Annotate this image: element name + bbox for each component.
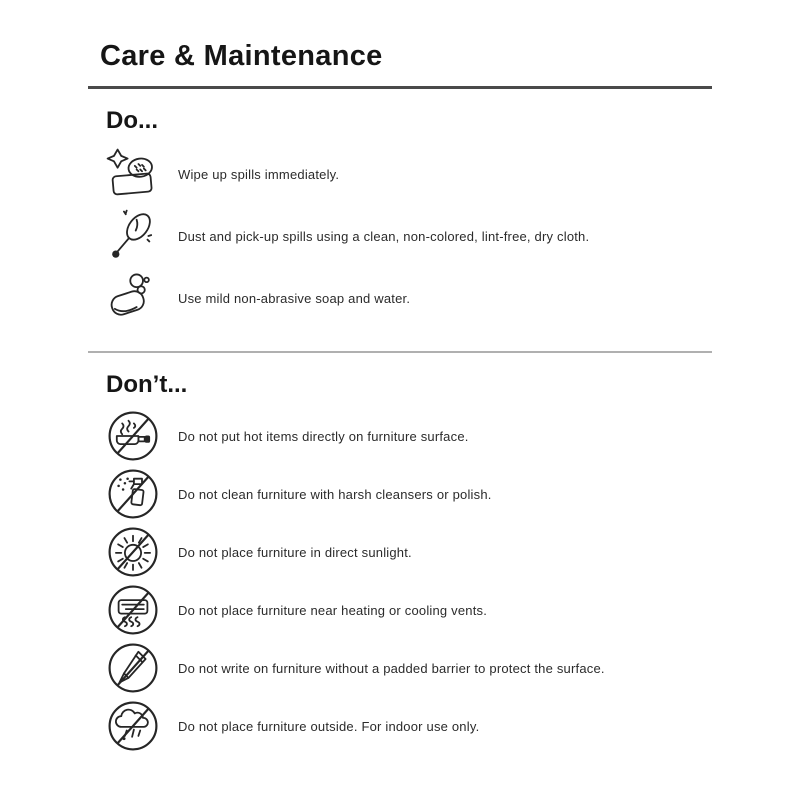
care-maintenance-document [88, 0, 712, 755]
dont-item-text: Do not place furniture near heating or cooling vents. [178, 602, 488, 618]
duster-icon [102, 208, 164, 264]
list-item [102, 639, 712, 697]
dont-item-text: Do not clean furniture with harsh cleansers or polish. [178, 486, 492, 502]
do-item-text: Wipe up spills immediately. [178, 166, 340, 182]
page-title: Care & Maintenance [100, 40, 383, 72]
list-item [102, 523, 712, 581]
dont-item-text: Do not write on furniture without a padded barrier to protect the surface. [178, 660, 605, 676]
do-heading: Do... [106, 107, 158, 134]
do-item-text: Dust and pick-up spills using a clean, non-colored, lint-free, dry cloth. [178, 228, 590, 244]
no-hot-items-icon [102, 409, 164, 463]
list-item [102, 407, 712, 465]
list-item [102, 143, 712, 205]
title-divider [88, 86, 712, 89]
wipe-spills-icon [102, 146, 164, 202]
list-item [102, 205, 712, 267]
soap-icon [102, 270, 164, 326]
list-item [102, 581, 712, 639]
no-harsh-cleansers-icon [102, 467, 164, 521]
no-writing-icon [102, 641, 164, 695]
do-item-text: Use mild non-abrasive soap and water. [178, 290, 411, 306]
no-direct-sunlight-icon [102, 525, 164, 579]
list-item [102, 267, 712, 329]
do-section [88, 107, 712, 329]
section-divider [88, 351, 712, 353]
dont-heading: Don’t... [106, 371, 188, 398]
list-item [102, 465, 712, 523]
no-heating-vents-icon [102, 583, 164, 637]
dont-item-text: Do not place furniture outside. For indoor use only. [178, 718, 480, 734]
dont-item-text: Do not place furniture in direct sunlight. [178, 544, 412, 560]
list-item [102, 697, 712, 755]
no-outdoor-icon [102, 699, 164, 753]
dont-section [88, 371, 712, 755]
dont-item-text: Do not put hot items directly on furniture surface. [178, 428, 469, 444]
